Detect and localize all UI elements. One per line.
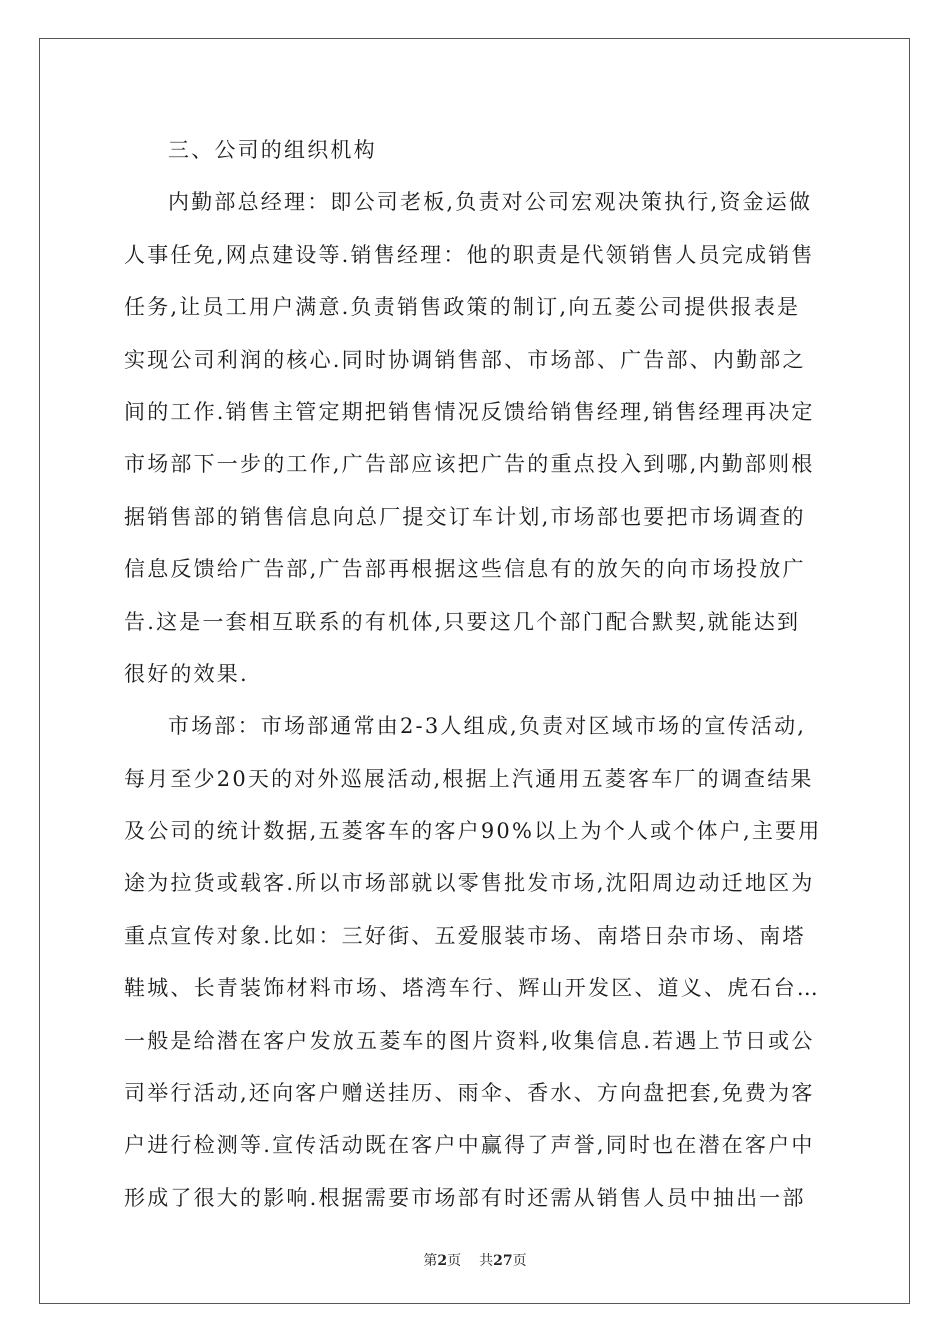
paragraph-line: 重点宣传对象.比如：三好街、五爱服装市场、南塔日杂市场、南塔 — [124, 923, 806, 948]
paragraph-line: 每月至少20天的对外巡展活动,根据上汽通用五菱客车厂的调查结果 — [124, 766, 814, 791]
paragraph-line: 鞋城、长青装饰材料市场、塔湾车行、辉山开发区、道义、虎石台… — [124, 976, 820, 1001]
total-prefix: 共 — [479, 1253, 494, 1269]
paragraph-line: 及公司的统计数据,五菱客车的客户90%以上为个人或个体户,主要用 — [124, 819, 822, 844]
page-number: 2 — [437, 1253, 448, 1269]
paragraph-line: 途为拉货或载客.所以市场部就以零售批发市场,沈阳周边动迁地区为 — [124, 871, 815, 896]
total-suffix: 页 — [512, 1253, 527, 1269]
paragraph-line: 告.这是一套相互联系的有机体,只要这几个部门配合默契,就能达到 — [124, 609, 801, 634]
paragraph-line: 户进行检测等.宣传活动既在客户中赢得了声誉,同时也在潜在客户中 — [124, 1133, 815, 1158]
paragraph-line: 市场部：市场部通常由2-3人组成,负责对区域市场的宣传活动, — [168, 714, 807, 739]
page-footer — [0, 1250, 950, 1270]
paragraph-line: 很好的效果. — [124, 661, 249, 686]
paragraph-line: 司举行活动,还向客户赠送挂历、雨伞、香水、方向盘把套,免费为客 — [124, 1081, 815, 1106]
paragraph-line: 据销售部的销售信息向总厂提交订车计划,市场部也要把市场调查的 — [124, 504, 806, 529]
paragraph-line: 人事任免,网点建设等.销售经理：他的职责是代领销售人员完成销售 — [124, 242, 815, 267]
document-body — [124, 124, 834, 1224]
paragraph-line: 信息反馈给广告部,广告部再根据这些信息有的放矢的向市场投放广 — [124, 557, 806, 582]
paragraph-line: 内勤部总经理：即公司老板,负责对公司宏观决策执行,资金运做 — [168, 190, 813, 215]
paragraph-line: 实现公司利润的核心.同时协调销售部、市场部、广告部、内勤部之 — [124, 347, 806, 372]
page-suffix: 页 — [447, 1253, 462, 1269]
total-pages: 27 — [493, 1253, 513, 1269]
page-prefix: 第 — [423, 1253, 438, 1269]
paragraph-line: 市场部下一步的工作,广告部应该把广告的重点投入到哪,内勤部则根 — [124, 452, 815, 477]
paragraph-line: 任务,让员工用户满意.负责销售政策的制订,向五菱公司提供报表是 — [124, 295, 801, 320]
paragraph-line: 一般是给潜在客户发放五菱车的图片资料,收集信息.若遇上节日或公 — [124, 1028, 815, 1053]
paragraph-line: 形成了很大的影响.根据需要市场部有时还需从销售人员中抽出一部 — [124, 1185, 806, 1210]
paragraph-line: 间的工作.销售主管定期把销售情况反馈给销售经理,销售经理再决定 — [124, 399, 815, 424]
section-heading: 三、公司的组织机构 — [168, 138, 377, 162]
